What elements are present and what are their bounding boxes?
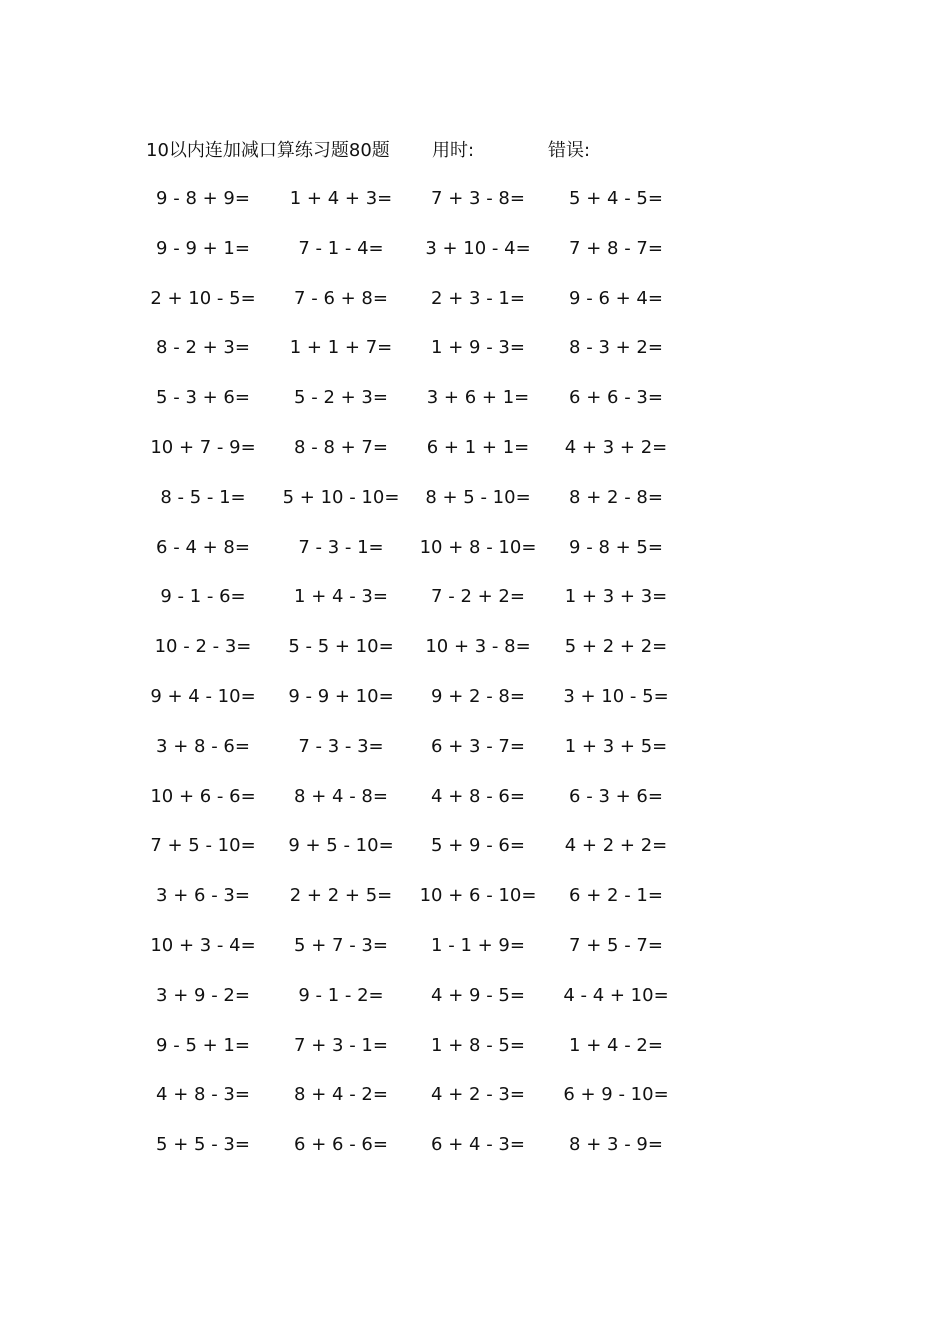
- problem-cell: 8 + 3 - 9=: [569, 1134, 663, 1156]
- problem-cell: 3 + 6 - 3=: [156, 885, 250, 907]
- problem-cell: 6 + 6 - 6=: [294, 1134, 388, 1156]
- problem-row: [0, 1081, 950, 1131]
- problem-cell: 5 - 5 + 10=: [288, 636, 394, 658]
- problem-cell: 6 + 6 - 3=: [569, 387, 663, 409]
- problem-row: [0, 334, 950, 384]
- problem-cell: 4 + 8 - 3=: [156, 1084, 250, 1106]
- worksheet-title: 10以内连加减口算练习题80题: [146, 140, 390, 161]
- problem-row: [0, 583, 950, 633]
- problem-cell: 3 + 8 - 6=: [156, 735, 250, 757]
- problem-cell: 8 + 2 - 8=: [569, 486, 663, 508]
- problem-row: [0, 982, 950, 1032]
- problem-row: [0, 534, 950, 584]
- problem-cell: 7 - 6 + 8=: [294, 287, 388, 309]
- problem-cell: 9 - 9 + 1=: [156, 237, 250, 259]
- problem-cell: 9 - 8 + 9=: [156, 188, 250, 209]
- problem-cell: 7 + 3 - 8=: [431, 188, 525, 209]
- problem-cell: 6 + 3 - 7=: [431, 735, 525, 757]
- problem-cell: 8 + 4 - 2=: [294, 1084, 388, 1106]
- problem-cell: 9 - 1 - 2=: [298, 984, 384, 1006]
- problem-cell: 9 - 1 - 6=: [160, 586, 246, 608]
- problem-cell: 4 - 4 + 10=: [563, 984, 669, 1006]
- problem-cell: 5 + 4 - 5=: [569, 188, 663, 209]
- problem-grid: [0, 185, 950, 1181]
- problem-cell: 9 + 2 - 8=: [431, 685, 525, 707]
- problem-cell: 3 + 6 + 1=: [426, 387, 530, 409]
- problem-cell: 10 + 6 - 10=: [419, 885, 537, 907]
- problem-row: [0, 882, 950, 932]
- problem-cell: 6 + 2 - 1=: [569, 885, 663, 907]
- problem-cell: 5 + 5 - 3=: [156, 1134, 250, 1156]
- problem-cell: 9 - 8 + 5=: [569, 536, 663, 558]
- problem-cell: 7 - 3 - 1=: [298, 536, 384, 558]
- problem-row: [0, 733, 950, 783]
- problem-cell: 10 + 3 - 8=: [425, 636, 531, 658]
- problem-cell: 3 + 9 - 2=: [156, 984, 250, 1006]
- problem-cell: 5 - 2 + 3=: [294, 387, 388, 409]
- problem-cell: 4 + 9 - 5=: [431, 984, 525, 1006]
- problem-cell: 2 + 3 - 1=: [431, 287, 525, 309]
- problem-cell: 4 + 2 + 2=: [564, 835, 668, 857]
- time-label: 用时:: [432, 140, 475, 161]
- problem-cell: 8 + 5 - 10=: [425, 486, 531, 508]
- problem-cell: 8 - 5 - 1=: [160, 486, 246, 508]
- problem-cell: 9 + 5 - 10=: [288, 835, 394, 857]
- problem-cell: 3 + 10 - 4=: [425, 237, 531, 259]
- problem-cell: 4 + 3 + 2=: [564, 436, 668, 458]
- problem-row: [0, 932, 950, 982]
- problem-cell: 1 + 3 + 3=: [564, 586, 668, 608]
- problem-cell: 9 - 6 + 4=: [569, 287, 663, 309]
- problem-row: [0, 434, 950, 484]
- problem-cell: 5 + 9 - 6=: [431, 835, 525, 857]
- problem-cell: 10 + 3 - 4=: [150, 934, 256, 956]
- problem-cell: 8 - 8 + 7=: [294, 436, 388, 458]
- problem-row: [0, 185, 950, 235]
- problem-cell: 7 - 1 - 4=: [298, 237, 384, 259]
- problem-cell: 9 + 4 - 10=: [150, 685, 256, 707]
- problem-cell: 9 - 9 + 10=: [288, 685, 394, 707]
- problem-cell: 8 - 3 + 2=: [569, 337, 663, 359]
- problem-cell: 4 + 2 - 3=: [431, 1084, 525, 1106]
- problem-cell: 8 + 4 - 8=: [294, 785, 388, 807]
- problem-cell: 6 + 4 - 3=: [431, 1134, 525, 1156]
- problem-cell: 1 + 1 + 7=: [289, 337, 393, 359]
- problem-cell: 5 + 10 - 10=: [282, 486, 400, 508]
- problem-cell: 2 + 2 + 5=: [289, 885, 393, 907]
- problem-cell: 5 + 2 + 2=: [564, 636, 668, 658]
- problem-cell: 1 - 1 + 9=: [431, 934, 525, 956]
- problem-row: [0, 235, 950, 285]
- problem-cell: 7 + 5 - 10=: [150, 835, 256, 857]
- problem-cell: 1 + 9 - 3=: [431, 337, 525, 359]
- problem-cell: 6 + 1 + 1=: [426, 436, 530, 458]
- problem-row: [0, 1131, 950, 1181]
- problem-cell: 6 - 3 + 6=: [569, 785, 663, 807]
- problem-cell: 8 - 2 + 3=: [156, 337, 250, 359]
- problem-cell: 10 - 2 - 3=: [154, 636, 252, 658]
- problem-cell: 10 + 6 - 6=: [150, 785, 256, 807]
- problem-cell: 10 + 7 - 9=: [150, 436, 256, 458]
- problem-cell: 7 + 3 - 1=: [294, 1034, 388, 1056]
- problem-row: [0, 832, 950, 882]
- problem-cell: 6 + 9 - 10=: [563, 1084, 669, 1106]
- problem-row: [0, 484, 950, 534]
- problem-cell: 7 - 3 - 3=: [298, 735, 384, 757]
- problem-cell: 7 - 2 + 2=: [431, 586, 525, 608]
- problem-cell: 1 + 4 + 3=: [289, 188, 393, 209]
- problem-row: [0, 1032, 950, 1082]
- problem-cell: 3 + 10 - 5=: [563, 685, 669, 707]
- problem-row: [0, 783, 950, 833]
- problem-row: [0, 683, 950, 733]
- problem-cell: 5 - 3 + 6=: [156, 387, 250, 409]
- problem-cell: 6 - 4 + 8=: [156, 536, 250, 558]
- problem-cell: 7 + 8 - 7=: [569, 237, 663, 259]
- problem-cell: 9 - 5 + 1=: [156, 1034, 250, 1056]
- problem-cell: 7 + 5 - 7=: [569, 934, 663, 956]
- problem-row: [0, 285, 950, 335]
- problem-row: [0, 633, 950, 683]
- problem-cell: 1 + 4 - 3=: [294, 586, 388, 608]
- problem-cell: 1 + 4 - 2=: [569, 1034, 663, 1056]
- problem-cell: 2 + 10 - 5=: [150, 287, 256, 309]
- problem-cell: 5 + 7 - 3=: [294, 934, 388, 956]
- problem-cell: 4 + 8 - 6=: [431, 785, 525, 807]
- problem-cell: 1 + 3 + 5=: [564, 735, 668, 757]
- problem-cell: 1 + 8 - 5=: [431, 1034, 525, 1056]
- problem-cell: 10 + 8 - 10=: [419, 536, 537, 558]
- problem-row: [0, 384, 950, 434]
- error-label: 错误:: [548, 140, 591, 161]
